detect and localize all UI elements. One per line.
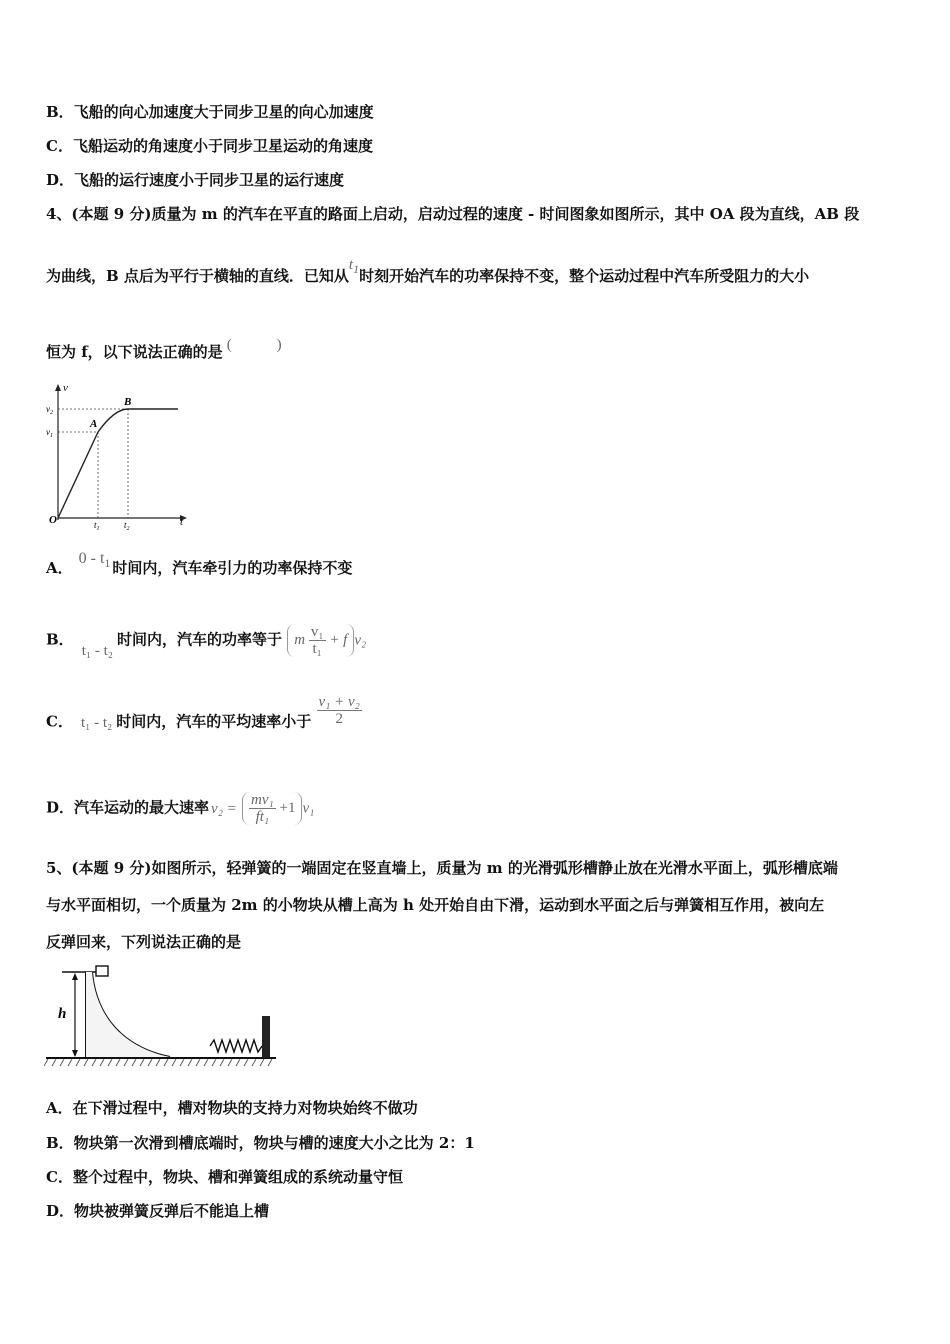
slope-spring-figure bbox=[44, 962, 280, 1072]
q4-stem-line3: 恒为 f，以下说法正确的是 ( ) bbox=[46, 337, 282, 361]
q4-option-d-formula: $\frac{\text{mv₁}}{\text{ft₁}}$ +1 bbox=[242, 792, 302, 825]
height-arrow-bottom bbox=[72, 1050, 78, 1057]
v2-label: $v_2$ bbox=[46, 404, 53, 416]
v1-label: $v_1$ bbox=[46, 427, 53, 439]
option-c-prev: C．飞船运动的角速度小于同步卫星运动的角速度 bbox=[46, 137, 373, 155]
segment-oa bbox=[58, 432, 98, 518]
q4-option-a: A．$0 - t_1$ 时间内，汽车牵引力的功率保持不变 bbox=[46, 550, 353, 577]
q5-option-a: A．在下滑过程中，槽对物块的支持力对物块始终不做功 bbox=[46, 1099, 418, 1117]
point-a-label: A bbox=[90, 418, 98, 430]
q4-option-b-formula: m $\frac{\text{v₁}}{\text{t₁}}$ + f bbox=[287, 624, 354, 657]
answer-bracket: ( ) bbox=[226, 337, 282, 353]
ground-hatching bbox=[44, 1059, 272, 1066]
q4-stem-line2-b: 时刻开始汽车的功率保持不变，整个运动过程中汽车所受阻力的大小 bbox=[359, 267, 810, 285]
q5-stem-line3: 反弹回来，下列说法正确的是 bbox=[46, 933, 242, 951]
t1-symbol: $t_1$ bbox=[348, 257, 360, 276]
q4-option-b: B．t₁ - t₂时间内，汽车的功率等于 m $\frac{\text{v₁}}{\text{t₁}}$ + f v₂ bbox=[46, 624, 367, 659]
q5-stem-line2: 与水平面相切，一个质量为 2m 的小物块从槽上高为 h 处开始自由下滑，运动到水平面之后与弹簧相互作用，被向左 bbox=[46, 896, 825, 914]
q4-option-c: C． t₁ - t₂ 时间内，汽车的平均速率小于 $\frac{\text{v₁ + v₂}}{2}$ bbox=[46, 694, 360, 731]
option-d-prev: D．飞船的运行速度小于同步卫星的运行速度 bbox=[46, 171, 345, 189]
vt-graph bbox=[44, 380, 194, 530]
q4-option-b-v2: v₂ bbox=[354, 632, 367, 649]
q5-option-c: C．整个过程中，物块、槽和弹簧组成的系统动量守恒 bbox=[46, 1168, 403, 1186]
q4-stem-line2 bbox=[46, 257, 810, 291]
q4-option-d: D．汽车运动的最大速率 v₂ = $\frac{\text{mv₁}}{\text{ft₁}}$ +1 v₁ bbox=[46, 792, 315, 825]
q5-stem-line1: 5、(本题 9 分)如图所示，轻弹簧的一端固定在竖直墙上，质量为 m 的光滑弧形槽静止放在光滑水平面上，弧形槽底端 bbox=[46, 859, 838, 877]
q5-option-d: D．物块被弹簧反弹后不能追上槽 bbox=[46, 1202, 270, 1220]
spring bbox=[210, 1040, 262, 1052]
v-axis-arrow bbox=[55, 384, 61, 391]
groove-body bbox=[86, 972, 170, 1057]
v-axis-label: v bbox=[63, 382, 68, 394]
q5-option-b: B．物块第一次滑到槽底端时，物块与槽的速度大小之比为 2：1 bbox=[46, 1134, 475, 1152]
point-b-label: B bbox=[124, 396, 132, 408]
origin-label: O bbox=[49, 514, 57, 526]
t2-label: $t_2$ bbox=[124, 520, 130, 530]
q4-option-d-v1: v₁ bbox=[302, 800, 315, 817]
wall bbox=[262, 1016, 270, 1058]
q4-option-c-formula: $\frac{\text{v₁ + v₂}}{2}$ bbox=[318, 694, 360, 727]
option-b-prev: B．飞船的向心加速度大于同步卫星的向心加速度 bbox=[46, 103, 374, 121]
q4-option-c-interval: t₁ - t₂ bbox=[80, 714, 113, 731]
q4-option-b-interval: t₁ - t₂ bbox=[81, 642, 113, 659]
curve-ab bbox=[98, 409, 128, 432]
q4-option-a-math: $0 - t_1$ bbox=[78, 550, 111, 571]
height-label: h bbox=[58, 1006, 67, 1022]
t-axis-label: t bbox=[180, 516, 184, 528]
q4-stem-line2-a: 为曲线，B 点后为平行于横轴的直线．已知从 bbox=[46, 267, 349, 285]
height-arrow-top bbox=[72, 973, 78, 980]
t1-label: $t_1$ bbox=[94, 520, 100, 530]
q4-stem-line1: 4、(本题 9 分)质量为 m 的汽车在平直的路面上启动，启动过程的速度 - 时间图象如图所示，其中 OA 段为直线，AB 段 bbox=[46, 205, 860, 223]
block bbox=[96, 966, 108, 976]
q4-option-d-lhs: v₂ = bbox=[211, 800, 237, 817]
